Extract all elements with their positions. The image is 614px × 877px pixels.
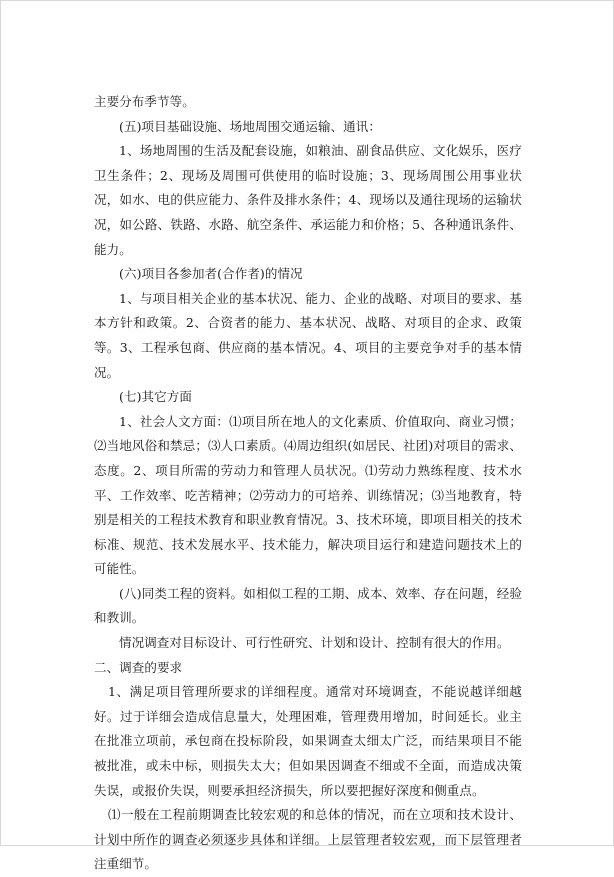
document-body [94, 90, 522, 877]
paragraph-other-aspects: 1、社会人文方面：⑴项目所在地人的文化素质、价值取向、商业习惯；⑵当地风俗和禁忌；⑶人口素质。⑷周边组织(如居民、社团)对项目的需求、态度。2、项目所需的劳动力和管理人员状况。⑴劳动力熟练程度、技术水平、工作效率、吃苦精神；⑵劳动力的可培养、训练情况；⑶当地教育，特别是相关的工程技术教育和职业教育情况。3、技术环境，即项目相关的技术标准、规范、技术发展水平、技术能力，解决项目运行和建造问题技术上的可能性。 [94, 413, 522, 577]
heading-participants: (六)项目各参加者(合作者)的情况 [119, 266, 303, 282]
paragraph-continuation: 主要分布季节等。 [94, 94, 195, 109]
heading-survey-requirements: 二、调查的要求 [94, 659, 183, 675]
paragraph-survey-role: 情况调查对目标设计、可行性研究、计划和设计、控制有很大的作用。 [119, 635, 510, 651]
heading-infrastructure: (五)项目基础设施、场地周围交通运输、通讯： [119, 118, 381, 134]
heading-other-aspects: (七)其它方面 [119, 389, 192, 405]
paragraph-participants: 1、与项目相关企业的基本状况、能力、企业的战略、对项目的要求、基本方针和政策。2、合资者的能力、基本状况、战略、对项目的企求、政策等。3、工程承包商、供应商的基本情况。4、项目的主要竞争对手的基本情况。 [94, 290, 522, 380]
paragraph-infrastructure: 1、场地周围的生活及配套设施，如粮油、副食品供应、文化娱乐，医疗卫生条件；2、现场及周围可供使用的临时设施；3、现场周围公用事业状况，如水、电的供应能力、条件及排水条件；4、现场以及通往现场的运输状况，如公路、铁路、水路、航空条件、承运能力和价格；5、各种通讯条件、能力。 [94, 143, 522, 257]
paragraph-similar-projects: (八)同类工程的资料。如相似工程的工期、成本、效率、存在问题，经验和教训。 [94, 585, 522, 626]
paragraph-requirement-detail: 1、满足项目管理所要求的详细程度。通常对环境调查，不能说越详细越好。过于详细会造成信息量大，处理困难，管理费用增加，时间延长。业主在批准立项前，承包商在投标阶段，如果调查太细太广泛，而结果项目不能被批准，或未中标，则损失太大；但如果因调查不细或不全面，而造成决策失误，或报价失误，则要承担经济损失，所以要把握好深度和侧重点。 [94, 684, 522, 798]
paragraph-requirement-stages: ⑴一般在工程前期调查比较宏观的和总体的情况，而在立项和技术设计、计划中所作的调查必须逐步具体和详细。上层管理者较宏观，而下层管理者注重细节。 [94, 807, 522, 872]
